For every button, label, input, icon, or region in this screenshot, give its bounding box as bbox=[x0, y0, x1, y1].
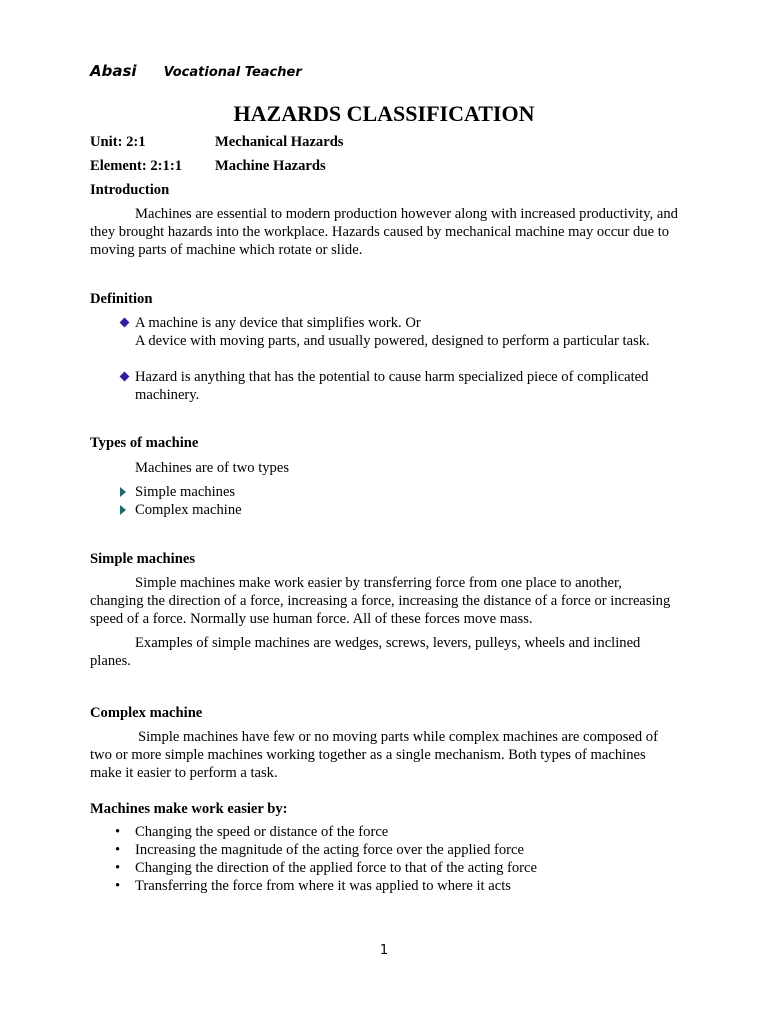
list-item bbox=[90, 314, 678, 350]
unit-row bbox=[90, 133, 344, 151]
diamond-bullet-icon bbox=[120, 372, 130, 382]
bullet-dot-icon: • bbox=[115, 842, 121, 858]
element-label: Element: 2:1:1 bbox=[90, 158, 182, 174]
list-item bbox=[90, 501, 678, 519]
introduction-text: Machines are essential to modern production however along with increased productivity, and they brought hazards into the workplace. Hazards caused by mechanical machine may occur due to moving parts of machine which rotate or slide. bbox=[90, 206, 678, 258]
arrow-bullet-icon bbox=[120, 487, 126, 497]
page-number: 1 bbox=[379, 943, 389, 958]
definition-heading: Definition bbox=[90, 291, 153, 307]
definition-line: A machine is any device that simplifies work. Or bbox=[135, 315, 421, 331]
types-item: Simple machines bbox=[135, 484, 236, 500]
definition-line: A device with moving parts, and usually powered, designed to perform a particular task. bbox=[135, 333, 650, 349]
complex-heading: Complex machine bbox=[90, 705, 203, 721]
list-item bbox=[90, 483, 678, 501]
list-item bbox=[90, 859, 678, 877]
types-list bbox=[90, 483, 678, 519]
page-header bbox=[90, 62, 302, 82]
easier-item: Changing the speed or distance of the force bbox=[135, 824, 389, 840]
bullet-dot-icon: • bbox=[115, 824, 121, 840]
list-item bbox=[90, 841, 678, 859]
types-intro: Machines are of two types bbox=[135, 460, 289, 476]
definition-line: Hazard is anything that has the potential to cause harm specialized piece of complicated machinery. bbox=[135, 369, 649, 403]
easier-item: Changing the direction of the applied force to that of the acting force bbox=[135, 860, 537, 876]
simple-para-1: Simple machines make work easier by transferring force from one place to another, changing the direction of a force, increasing a force, increasing the distance of a force or increasing speed of a force. Normally use human force. All of these forces move mass. bbox=[90, 575, 671, 627]
unit-value: Mechanical Hazards bbox=[215, 134, 344, 150]
simple-para-2: Examples of simple machines are wedges, screws, levers, pulleys, wheels and inclined planes. bbox=[90, 635, 641, 669]
list-item bbox=[90, 368, 678, 404]
simple-heading: Simple machines bbox=[90, 551, 195, 567]
unit-label: Unit: 2:1 bbox=[90, 134, 146, 150]
easier-item: Transferring the force from where it was applied to where it acts bbox=[135, 878, 511, 894]
author-name: Abasi bbox=[90, 62, 137, 80]
document-title: HAZARDS CLASSIFICATION bbox=[233, 101, 535, 126]
element-row bbox=[90, 157, 326, 175]
arrow-bullet-icon bbox=[120, 505, 126, 515]
introduction-heading: Introduction bbox=[90, 182, 170, 198]
element-value: Machine Hazards bbox=[215, 158, 326, 174]
easier-list bbox=[90, 823, 678, 895]
author-role: Vocational Teacher bbox=[163, 65, 302, 80]
easier-heading: Machines make work easier by: bbox=[90, 801, 288, 817]
definition-list bbox=[90, 314, 678, 350]
list-item bbox=[90, 877, 678, 895]
complex-para: Simple machines have few or no moving parts while complex machines are composed of two or more simple machines working together as a single mechanism. Both types of machines make it easier to perform a task. bbox=[90, 729, 658, 781]
diamond-bullet-icon bbox=[120, 318, 130, 328]
bullet-dot-icon: • bbox=[115, 878, 121, 894]
definition-list-2 bbox=[90, 368, 678, 404]
types-item: Complex machine bbox=[135, 502, 242, 518]
list-item bbox=[90, 823, 678, 841]
types-heading: Types of machine bbox=[90, 435, 199, 451]
bullet-dot-icon: • bbox=[115, 860, 121, 876]
easier-item: Increasing the magnitude of the acting force over the applied force bbox=[135, 842, 524, 858]
